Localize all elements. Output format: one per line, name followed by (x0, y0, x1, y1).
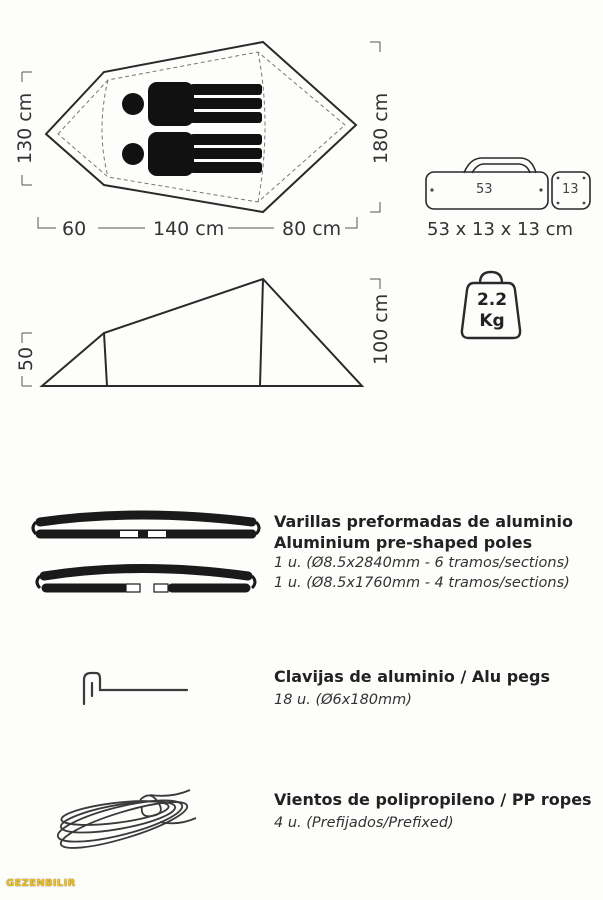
spec-detail: 1 u. (Ø8.5x2840mm - 6 tramos/sections) (274, 555, 570, 571)
spec-title: Aluminium pre-shaped poles (274, 533, 533, 552)
side-high-height-label: 100 cm (370, 293, 392, 365)
footprint-width-label: 130 cm (14, 92, 36, 164)
spec-detail: 18 u. (Ø6x180mm) (274, 692, 412, 708)
spec-title: Vientos de polipropileno / PP ropes (274, 790, 592, 809)
footprint-length-label: 180 cm (370, 92, 392, 164)
footprint-seg2-label: 140 cm (153, 218, 225, 240)
person-icon (122, 82, 262, 126)
side-dimension-lines (22, 279, 380, 386)
rope-icon (55, 790, 196, 857)
bag-length-label: 53 (476, 182, 493, 197)
weight-unit: Kg (479, 311, 505, 331)
spec-ropes (274, 789, 592, 833)
spec-detail: 4 u. (Prefijados/Prefixed) (274, 815, 454, 831)
weight-value: 2.2 (476, 290, 508, 310)
peg-icon (84, 673, 187, 704)
pole-long-icon (33, 515, 259, 537)
side-low-height-label: 50 (15, 346, 37, 372)
footprint-seg3-label: 80 cm (282, 218, 342, 240)
spec-pegs (274, 666, 550, 710)
spec-title: Clavijas de aluminio / Alu pegs (274, 667, 550, 686)
footprint-outline (46, 42, 356, 212)
watermark: GEZENBILIR (6, 878, 76, 889)
spec-detail: 1 u. (Ø8.5x1760mm - 4 tramos/sections) (274, 575, 570, 591)
tent-side-outline (42, 279, 362, 386)
bag-end-label: 13 (562, 182, 579, 197)
packed-dimensions-label: 53 x 13 x 13 cm (427, 219, 574, 240)
person-icon (122, 132, 262, 176)
footprint-seg1-label: 60 (62, 218, 87, 240)
spec-title: Varillas preformadas de aluminio (274, 512, 573, 531)
pole-short-icon (37, 569, 255, 593)
spec-poles (274, 511, 573, 593)
